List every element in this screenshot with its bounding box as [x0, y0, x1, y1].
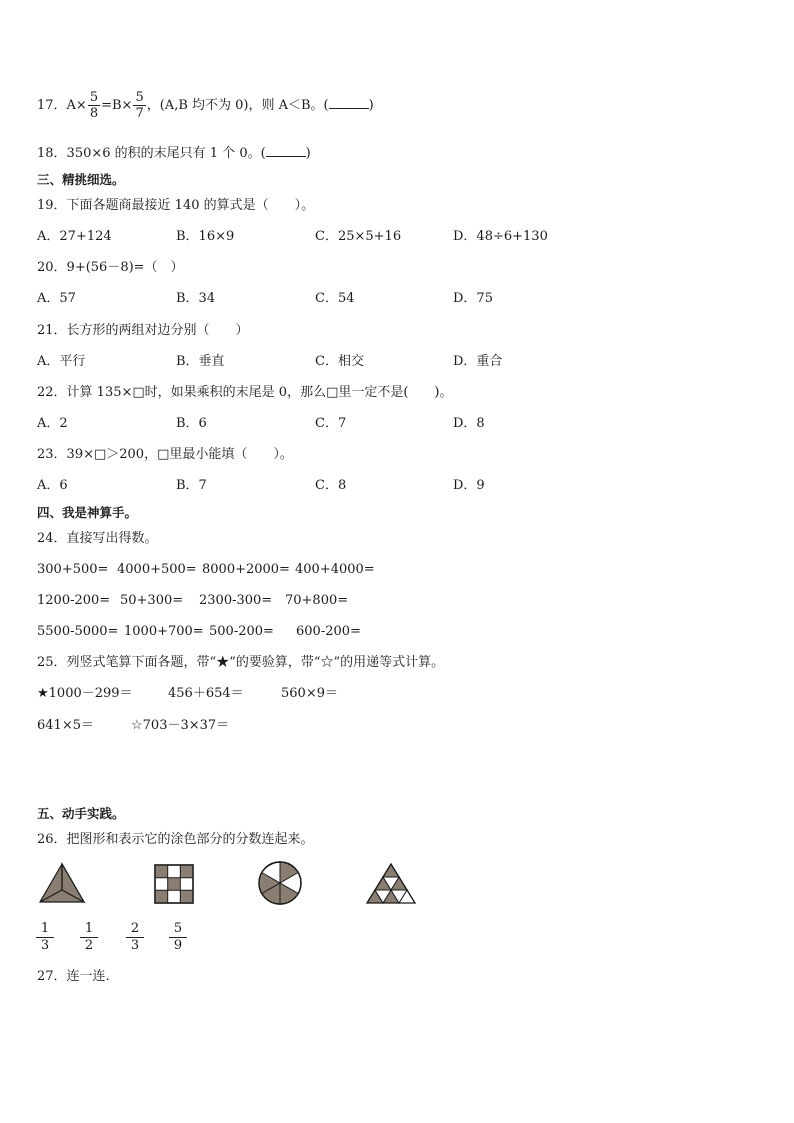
- q20-option-b[interactable]: B．34: [176, 291, 216, 306]
- q23-option-a[interactable]: A．6: [37, 478, 68, 493]
- question-20: 20．9+(56－8)=（ ）: [37, 260, 184, 275]
- answer-blank-17[interactable]: [329, 108, 369, 109]
- q19-option-b[interactable]: B．16×9: [176, 229, 235, 244]
- section-5-heading: 五、动手实践。: [37, 806, 125, 821]
- fraction-option-1[interactable]: 1 3: [36, 921, 54, 954]
- q24-r2-c2: 50+300=: [120, 593, 184, 608]
- question-25: 25．列竖式笔算下面各题，带“★”的要验算，带“☆”的用递等式计算。: [37, 655, 445, 670]
- q23-option-c[interactable]: C．8: [315, 478, 347, 493]
- answer-blank-18[interactable]: [266, 156, 306, 157]
- q24-r3-c4: 600-200=: [296, 624, 361, 639]
- q24-r3-c2: 1000+700=: [124, 624, 204, 639]
- q17-tail: ，(A,B 均不为 0)，则 A＜B。(: [146, 98, 329, 113]
- q21-option-b[interactable]: B．垂直: [176, 354, 225, 369]
- q24-r3-c1: 5500-5000=: [37, 624, 119, 639]
- q25-item-2: 456＋654＝: [168, 686, 244, 701]
- q20-option-d[interactable]: D．75: [453, 291, 493, 306]
- q20-option-a[interactable]: A．57: [37, 291, 76, 306]
- q21-option-d[interactable]: D．重合: [453, 354, 503, 369]
- q25-item-4: 641×5＝: [37, 718, 94, 733]
- circle-figure[interactable]: [257, 860, 303, 906]
- q24-r1-c4: 400+4000=: [295, 562, 375, 577]
- q17-fraction-2: $\frac{5}{7}$: [135, 90, 144, 121]
- q17-lead: 17．A×: [37, 98, 87, 113]
- question-18: 18．350×6 的积的末尾只有 1 个 0。( ): [37, 146, 311, 161]
- q19-option-d[interactable]: D．48÷6+130: [453, 229, 548, 244]
- grid-square-figure[interactable]: [154, 864, 194, 904]
- fraction-option-3[interactable]: 2 3: [126, 921, 144, 954]
- q17-middle: =B×: [101, 98, 133, 113]
- fraction-option-4[interactable]: 5 9: [169, 921, 187, 954]
- q22-option-d[interactable]: D．8: [453, 416, 485, 431]
- q24-r3-c3: 500-200=: [209, 624, 274, 639]
- q24-r1-c3: 8000+2000=: [202, 562, 290, 577]
- nine-triangle-figure[interactable]: [366, 862, 416, 904]
- q21-option-c[interactable]: C．相交: [315, 354, 364, 369]
- question-22: 22．计算 135×□时，如果乘积的末尾是 0，那么□里一定不是( )。: [37, 385, 453, 400]
- q24-r2-c1: 1200-200=: [37, 593, 111, 608]
- section-3-heading: 三、精挑细选。: [37, 172, 125, 187]
- q21-option-a[interactable]: A．平行: [37, 354, 86, 369]
- question-17: 17．A× $\frac{5}{8}$ =B× $\frac{5}{7}$ ，(A,B 均不为 0)，则 A＜B。( ): [37, 90, 374, 121]
- q17-fraction-1: $\frac{5}{8}$: [89, 90, 99, 121]
- q24-r1-c1: 300+500=: [37, 562, 109, 577]
- question-23: 23．39×□＞200，□里最小能填（ ）。: [37, 447, 293, 462]
- question-21: 21．长方形的两组对边分别（ ）: [37, 323, 249, 338]
- q23-option-d[interactable]: D．9: [453, 478, 485, 493]
- q24-r2-c4: 70+800=: [285, 593, 349, 608]
- q22-option-c[interactable]: C．7: [315, 416, 347, 431]
- q23-option-b[interactable]: B．7: [176, 478, 207, 493]
- q24-r1-c2: 4000+500=: [117, 562, 197, 577]
- question-24: 24．直接写出得数。: [37, 531, 158, 546]
- q25-item-5: ☆703－3×37＝: [131, 718, 230, 733]
- q25-item-3: 560×9＝: [281, 686, 338, 701]
- question-27: 27．连一连.: [37, 969, 110, 984]
- q22-option-a[interactable]: A．2: [37, 416, 68, 431]
- question-19: 19．下面各题商最接近 140 的算式是（ ）。: [37, 198, 315, 213]
- q22-option-b[interactable]: B．6: [176, 416, 207, 431]
- section-4-heading: 四、我是神算手。: [37, 505, 138, 520]
- fraction-option-2[interactable]: 1 2: [80, 921, 98, 954]
- triangle-figure[interactable]: [38, 862, 86, 904]
- q18-text: 18．350×6 的积的末尾只有 1 个 0。(: [37, 146, 266, 161]
- q20-option-c[interactable]: C．54: [315, 291, 355, 306]
- q19-option-a[interactable]: A．27+124: [37, 229, 112, 244]
- q25-item-1: ★1000－299＝: [37, 686, 133, 701]
- q19-option-c[interactable]: C．25×5+16: [315, 229, 402, 244]
- q24-r2-c3: 2300-300=: [199, 593, 273, 608]
- question-26: 26．把图形和表示它的涂色部分的分数连起来。: [37, 832, 314, 847]
